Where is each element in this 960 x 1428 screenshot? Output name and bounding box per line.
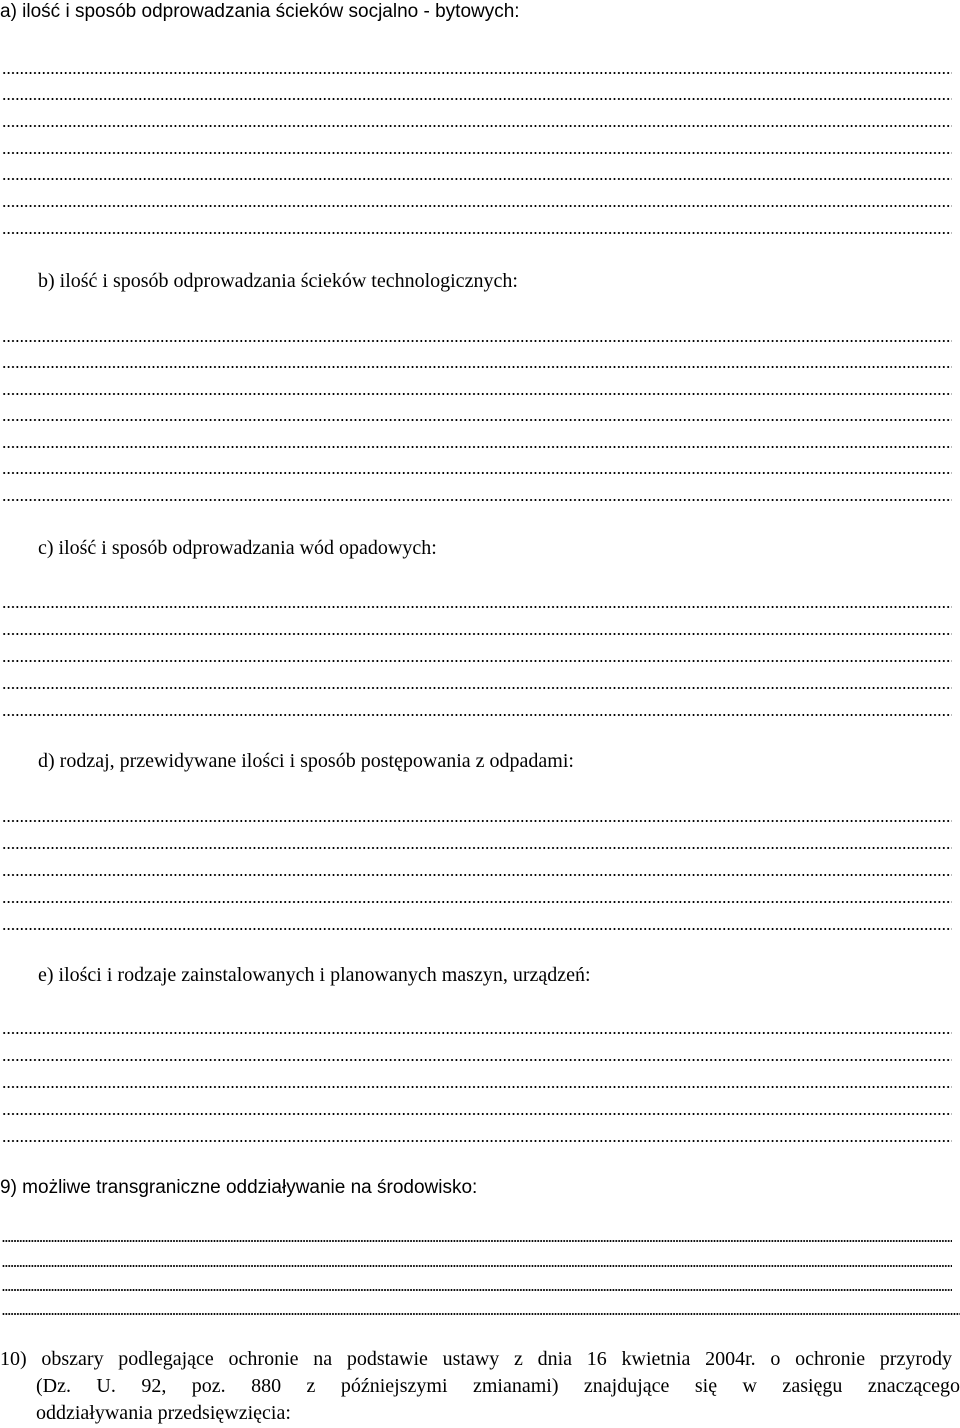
answer-line[interactable] bbox=[2, 820, 952, 822]
answer-line[interactable] bbox=[2, 1265, 952, 1267]
answer-line[interactable] bbox=[2, 714, 952, 716]
answer-line[interactable] bbox=[2, 660, 952, 662]
answer-line[interactable] bbox=[2, 152, 952, 154]
answer-line[interactable] bbox=[2, 1240, 952, 1242]
section-b-label: b) ilość i sposób odprowadzania ścieków technologicznych: bbox=[38, 270, 518, 292]
answer-line[interactable] bbox=[2, 1140, 952, 1142]
answer-line[interactable] bbox=[2, 205, 952, 207]
section-c-label: c) ilość i sposób odprowadzania wód opadowych: bbox=[38, 537, 437, 559]
answer-line[interactable] bbox=[2, 366, 952, 368]
answer-line[interactable] bbox=[2, 1113, 952, 1115]
section-9-label: 9) możliwe transgraniczne oddziaływanie na środowisko: bbox=[0, 1177, 478, 1198]
answer-line[interactable] bbox=[2, 499, 952, 501]
answer-line[interactable] bbox=[2, 1086, 952, 1088]
answer-line[interactable] bbox=[2, 928, 952, 930]
answer-line[interactable] bbox=[2, 1059, 952, 1061]
answer-line[interactable] bbox=[2, 606, 952, 608]
section-e-label: e) ilości i rodzaje zainstalowanych i planowanych maszyn, urządzeń: bbox=[38, 964, 591, 986]
answer-line[interactable] bbox=[2, 874, 952, 876]
section-10-line-2: (Dz. U. 92, poz. 880 z późniejszymi zmianami) znajdujące się w zasięgu znaczącego bbox=[36, 1375, 960, 1397]
section-a-label: a) ilość i sposób odprowadzania ścieków socjalno - bytowych: bbox=[0, 1, 520, 22]
answer-line[interactable] bbox=[2, 340, 952, 342]
answer-line[interactable] bbox=[2, 72, 952, 74]
answer-line[interactable] bbox=[2, 633, 952, 635]
answer-line[interactable] bbox=[2, 419, 952, 421]
answer-line[interactable] bbox=[2, 446, 952, 448]
answer-line[interactable] bbox=[2, 125, 952, 127]
answer-line[interactable] bbox=[2, 232, 952, 234]
answer-line[interactable] bbox=[2, 1289, 952, 1291]
answer-line[interactable] bbox=[2, 847, 952, 849]
answer-line[interactable] bbox=[2, 178, 952, 180]
section-d-label: d) rodzaj, przewidywane ilości i sposób postępowania z odpadami: bbox=[38, 750, 574, 772]
answer-line[interactable] bbox=[2, 901, 952, 903]
section-10-line-1: 10) obszary podlegające ochronie na podstawie ustawy z dnia 16 kwietnia 2004r. o ochronie przyrody bbox=[0, 1348, 952, 1370]
answer-line[interactable] bbox=[2, 393, 952, 395]
answer-line[interactable] bbox=[2, 472, 952, 474]
section-10-line-3: oddziaływania przedsięwzięcia: bbox=[36, 1402, 291, 1424]
answer-line[interactable] bbox=[2, 687, 952, 689]
answer-line[interactable] bbox=[2, 98, 952, 100]
answer-line[interactable] bbox=[2, 1032, 952, 1034]
answer-line[interactable] bbox=[2, 1313, 960, 1315]
